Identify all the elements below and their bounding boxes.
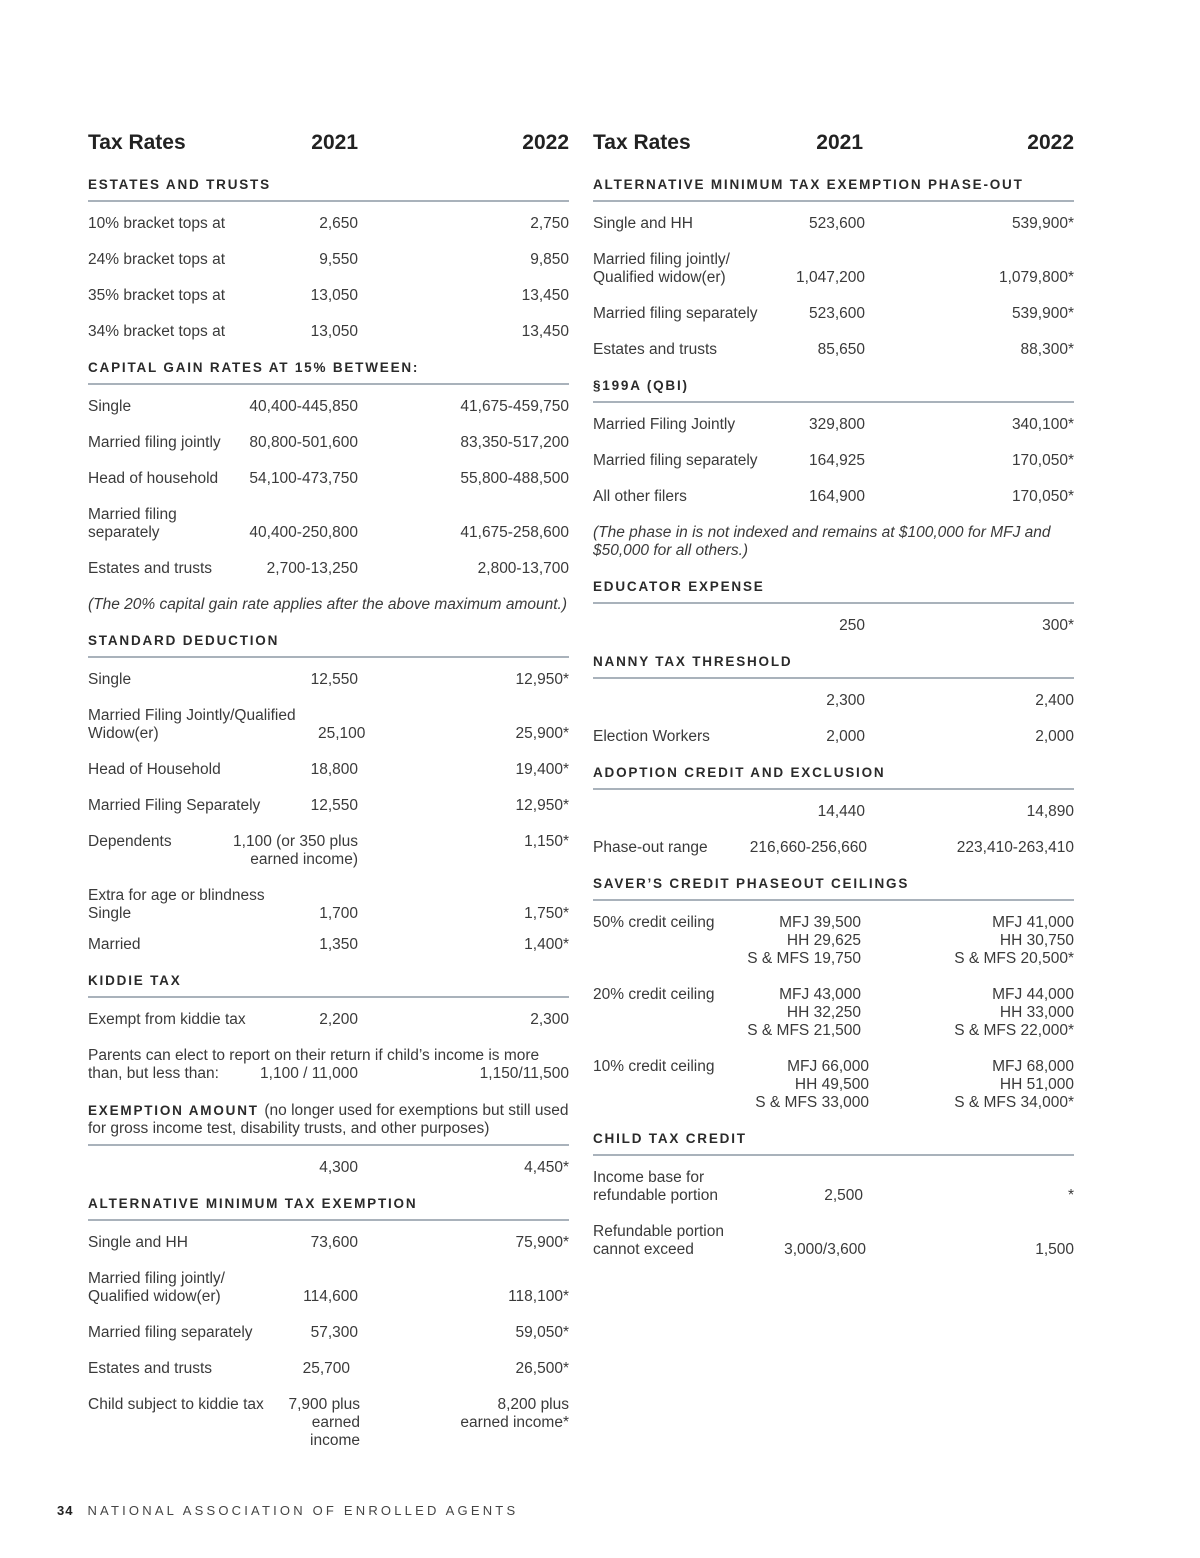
table-row bbox=[593, 981, 1074, 1053]
table-row bbox=[88, 882, 569, 936]
value-2021: MFJ 66,000 HH 49,500 S & MFS 33,000 bbox=[755, 1058, 869, 1111]
value-2022: 26,500* bbox=[515, 1360, 569, 1377]
table-row bbox=[593, 447, 1074, 483]
value-2021: 2,000 bbox=[826, 728, 865, 745]
value-2021: 12,550 bbox=[310, 671, 358, 688]
row-label: Exempt from kiddie tax bbox=[88, 1011, 246, 1028]
row-label: Extra for age or blindness Single bbox=[88, 887, 265, 922]
table-row bbox=[88, 1006, 569, 1042]
table-row bbox=[593, 687, 1074, 723]
table-row bbox=[88, 210, 569, 246]
row-label: Married filing separately bbox=[88, 506, 177, 541]
table-row bbox=[593, 483, 1074, 519]
value-2021: 54,100-473,750 bbox=[249, 470, 358, 487]
table-row bbox=[88, 1265, 569, 1319]
value-2021: 25,100 bbox=[318, 725, 366, 742]
value-2022: 59,050* bbox=[515, 1324, 569, 1341]
header-label: Tax Rates bbox=[88, 131, 186, 154]
value-2022: 1,150* bbox=[524, 833, 569, 850]
row-label: Married Filing Jointly bbox=[593, 416, 736, 433]
column-header bbox=[88, 131, 569, 161]
value-2022: 12,950* bbox=[515, 671, 569, 688]
value-2021: 9,550 bbox=[319, 251, 358, 268]
value-2021: 7,900 plus earned income bbox=[288, 1396, 360, 1449]
row-label: Single and HH bbox=[593, 215, 693, 232]
value-2021: 73,600 bbox=[310, 1234, 358, 1251]
row-label: Estates and trusts bbox=[88, 1360, 213, 1377]
table-row bbox=[88, 1154, 569, 1190]
table-row bbox=[88, 1229, 569, 1265]
row-label: Election Workers bbox=[593, 728, 710, 745]
value-2022: 4,450* bbox=[524, 1159, 569, 1176]
table-row bbox=[593, 798, 1074, 834]
value-2022: 1,400* bbox=[524, 936, 569, 953]
header-year-2022: 2022 bbox=[522, 131, 569, 154]
section-title-savers-credit: SAVER’S CREDIT PHASEOUT CEILINGS bbox=[593, 870, 1074, 901]
table-row bbox=[88, 429, 569, 465]
table-row bbox=[593, 1053, 1074, 1125]
table-row bbox=[88, 1391, 569, 1463]
table-row bbox=[88, 282, 569, 318]
row-label: Married bbox=[88, 936, 141, 953]
table-row bbox=[593, 1218, 1074, 1272]
value-2022: 13,450 bbox=[521, 323, 569, 340]
value-2021: MFJ 39,500 HH 29,625 S & MFS 19,750 bbox=[747, 914, 861, 967]
table-row bbox=[88, 318, 569, 354]
page-footer bbox=[57, 1503, 518, 1518]
value-2021: 40,400-250,800 bbox=[249, 524, 358, 541]
value-2021: 14,440 bbox=[817, 803, 865, 820]
value-2022: 170,050* bbox=[1011, 452, 1074, 469]
value-2021: 1,047,200 bbox=[796, 269, 865, 286]
row-label: Income base for refundable portion bbox=[593, 1169, 718, 1204]
value-2021: 80,800-501,600 bbox=[249, 434, 358, 451]
value-2022: 223,410-263,410 bbox=[956, 839, 1074, 856]
kiddie-tax-election-note bbox=[88, 1042, 569, 1096]
row-label: 20% credit ceiling bbox=[593, 986, 715, 1003]
row-label: Head of Household bbox=[88, 761, 221, 778]
value-2022: 19,400* bbox=[515, 761, 569, 778]
table-row bbox=[593, 834, 1074, 870]
value-2022: 539,900* bbox=[1011, 215, 1074, 232]
capital-gain-note: (The 20% capital gain rate applies after the above maximum amount.) bbox=[88, 596, 568, 613]
table-row bbox=[88, 393, 569, 429]
table-row bbox=[88, 555, 569, 591]
row-label: Single bbox=[88, 671, 132, 688]
value-2022: 14,890 bbox=[1026, 803, 1074, 820]
value-2021: MFJ 43,000 HH 32,250 S & MFS 21,500 bbox=[747, 986, 861, 1039]
row-label: Estates and trusts bbox=[593, 341, 718, 358]
value-2022: 2,400 bbox=[1035, 692, 1074, 709]
table-row bbox=[593, 909, 1074, 981]
page-number: 34 bbox=[57, 1503, 74, 1518]
value-2022: 1,079,800* bbox=[999, 269, 1074, 286]
section-title-child-tax-credit: CHILD TAX CREDIT bbox=[593, 1125, 1074, 1156]
row-label: 34% bracket tops at bbox=[88, 323, 225, 340]
value-2021: 2,650 bbox=[319, 215, 358, 232]
row-label: Married filing separately bbox=[593, 305, 758, 322]
row-label: Married Filing Separately bbox=[88, 797, 261, 814]
value-2022: 170,050* bbox=[1011, 488, 1074, 505]
header-year-2021: 2021 bbox=[311, 131, 358, 154]
value-2022: 1,500 bbox=[1035, 1241, 1074, 1258]
row-label: Child subject to kiddie tax bbox=[88, 1396, 264, 1413]
value-2021: 164,925 bbox=[808, 452, 865, 469]
value-2022: 13,450 bbox=[521, 287, 569, 304]
header-year-2021: 2021 bbox=[816, 131, 863, 154]
table-row bbox=[593, 336, 1074, 372]
value-2022: MFJ 41,000 HH 30,750 S & MFS 20,500* bbox=[954, 914, 1074, 967]
footer-org-name: NATIONAL ASSOCIATION OF ENROLLED AGENTS bbox=[87, 1503, 519, 1518]
exemption-title-note: (no longer used for exemptions but still used for gross income test, disability trusts, and other purposes) bbox=[88, 1102, 569, 1137]
section-title-amt-exemption: ALTERNATIVE MINIMUM TAX EXEMPTION bbox=[88, 1190, 569, 1221]
value-2022: MFJ 68,000 HH 51,000 S & MFS 34,000* bbox=[954, 1058, 1074, 1111]
value-2022: 55,800-488,500 bbox=[460, 470, 569, 487]
section-title-nanny-tax: NANNY TAX THRESHOLD bbox=[593, 648, 1074, 679]
value-2021: 1,100 (or 350 plus earned income) bbox=[233, 833, 358, 868]
row-label: Refundable portion cannot exceed bbox=[593, 1223, 724, 1258]
section-title-adoption-credit: ADOPTION CREDIT AND EXCLUSION bbox=[593, 759, 1074, 790]
value-2022: 8,200 plus earned income* bbox=[460, 1396, 569, 1431]
value-2022: 1,750* bbox=[524, 905, 569, 922]
section-title-standard-deduction: STANDARD DEDUCTION bbox=[88, 627, 569, 658]
table-row bbox=[88, 936, 569, 967]
value-2021: 1,350 bbox=[319, 936, 358, 953]
table-row bbox=[593, 411, 1074, 447]
value-2022: 9,850 bbox=[530, 251, 569, 268]
section-title-qbi: §199A (QBI) bbox=[593, 372, 1074, 403]
row-label: Head of household bbox=[88, 470, 219, 487]
header-label: Tax Rates bbox=[593, 131, 691, 154]
value-2021: 13,050 bbox=[310, 323, 358, 340]
value-2021: 216,660-256,660 bbox=[749, 839, 867, 856]
exemption-title: EXEMPTION AMOUNT bbox=[88, 1103, 259, 1118]
value-2021: 1,100 / 11,000 bbox=[260, 1065, 358, 1082]
row-label: Single and HH bbox=[88, 1234, 188, 1251]
row-label: Single bbox=[88, 398, 132, 415]
row-label: 10% bracket tops at bbox=[88, 215, 225, 232]
row-label: Married filing jointly/ Qualified widow(er) bbox=[593, 251, 730, 286]
value-2022: * bbox=[1067, 1187, 1074, 1204]
table-row bbox=[88, 666, 569, 702]
section-title-kiddie-tax: KIDDIE TAX bbox=[88, 967, 569, 998]
section-title-educator-expense: EDUCATOR EXPENSE bbox=[593, 573, 1074, 604]
value-2022: 88,300* bbox=[1020, 341, 1074, 358]
row-label: Married filing jointly bbox=[88, 434, 221, 451]
value-2021: 2,300 bbox=[826, 692, 865, 709]
value-2022: 25,900* bbox=[515, 725, 569, 742]
table-row bbox=[88, 756, 569, 792]
table-row bbox=[88, 246, 569, 282]
value-2022: 340,100* bbox=[1011, 416, 1074, 433]
value-2021: 2,700-13,250 bbox=[266, 560, 358, 577]
value-2021: 523,600 bbox=[808, 215, 865, 232]
value-2022: 1,150/11,500 bbox=[479, 1065, 569, 1082]
table-row bbox=[593, 246, 1074, 300]
table-row bbox=[88, 792, 569, 828]
value-2021: 2,500 bbox=[824, 1187, 863, 1204]
table-row bbox=[88, 1319, 569, 1355]
value-2021: 85,650 bbox=[817, 341, 865, 358]
table-row bbox=[593, 612, 1074, 648]
value-2021: 114,600 bbox=[303, 1288, 358, 1305]
value-2022: 539,900* bbox=[1011, 305, 1074, 322]
row-label: Dependents bbox=[88, 833, 172, 850]
row-label: Married filing jointly/ Qualified widow(er) bbox=[88, 1270, 225, 1305]
value-2021: 3,000/3,600 bbox=[784, 1241, 866, 1258]
value-2022: 83,350-517,200 bbox=[460, 434, 569, 451]
value-2021: 164,900 bbox=[808, 488, 865, 505]
value-2021: 250 bbox=[839, 617, 865, 634]
column-header bbox=[593, 131, 1074, 161]
table-row bbox=[88, 465, 569, 501]
value-2021: 13,050 bbox=[310, 287, 358, 304]
row-label: 10% credit ceiling bbox=[593, 1058, 715, 1075]
kiddie-note-line1: Parents can elect to report on their return if child’s income is more bbox=[88, 1047, 540, 1064]
value-2021: 12,550 bbox=[310, 797, 358, 814]
value-2022: MFJ 44,000 HH 33,000 S & MFS 22,000* bbox=[954, 986, 1074, 1039]
table-row bbox=[88, 828, 569, 882]
section-title-capital-gain: CAPITAL GAIN RATES AT 15% BETWEEN: bbox=[88, 354, 569, 385]
value-2021: 329,800 bbox=[808, 416, 865, 433]
value-2021: 18,800 bbox=[310, 761, 358, 778]
value-2021: 4,300 bbox=[319, 1159, 358, 1176]
section-title-exemption-amount bbox=[88, 1096, 569, 1146]
row-label: 24% bracket tops at bbox=[88, 251, 225, 268]
header-year-2022: 2022 bbox=[1027, 131, 1074, 154]
left-column bbox=[88, 131, 569, 1463]
qbi-note: (The phase in is not indexed and remains at $100,000 for MFJ and $50,000 for all others.) bbox=[593, 524, 1051, 559]
value-2021: 57,300 bbox=[310, 1324, 358, 1341]
table-row bbox=[88, 1355, 569, 1391]
table-row bbox=[593, 300, 1074, 336]
value-2021: 523,600 bbox=[808, 305, 865, 322]
row-label: Married filing separately bbox=[88, 1324, 253, 1341]
table-row bbox=[593, 210, 1074, 246]
value-2022: 2,750 bbox=[530, 215, 569, 232]
value-2022: 118,100* bbox=[508, 1288, 569, 1305]
row-label: Phase-out range bbox=[593, 839, 708, 856]
value-2022: 2,800-13,700 bbox=[477, 560, 569, 577]
value-2022: 12,950* bbox=[515, 797, 569, 814]
value-2021: 1,700 bbox=[319, 905, 358, 922]
value-2021: 25,700 bbox=[302, 1360, 350, 1377]
table-row bbox=[88, 501, 569, 555]
row-label: Married filing separately bbox=[593, 452, 758, 469]
value-2021: 40,400-445,850 bbox=[249, 398, 358, 415]
row-label: 35% bracket tops at bbox=[88, 287, 225, 304]
value-2022: 2,300 bbox=[530, 1011, 569, 1028]
value-2022: 300* bbox=[1042, 617, 1074, 634]
table-row bbox=[593, 1164, 1074, 1218]
kiddie-note-label: than, but less than: bbox=[88, 1065, 219, 1082]
value-2022: 41,675-258,600 bbox=[460, 524, 569, 541]
value-2022: 2,000 bbox=[1035, 728, 1074, 745]
table-row bbox=[88, 702, 569, 756]
right-column bbox=[593, 131, 1074, 1272]
kiddie-note-line2 bbox=[88, 1065, 569, 1083]
value-2021: 2,200 bbox=[319, 1011, 358, 1028]
row-label: Estates and trusts bbox=[88, 560, 213, 577]
value-2022: 75,900* bbox=[515, 1234, 569, 1251]
section-title-estates: ESTATES AND TRUSTS bbox=[88, 171, 569, 202]
row-label: 50% credit ceiling bbox=[593, 914, 715, 931]
section-title-amt-phase-out: ALTERNATIVE MINIMUM TAX EXEMPTION PHASE-OUT bbox=[593, 171, 1074, 202]
row-label: All other filers bbox=[593, 488, 687, 505]
value-2022: 41,675-459,750 bbox=[460, 398, 569, 415]
row-label: Married Filing Jointly/Qualified Widow(er) bbox=[88, 707, 296, 742]
table-row bbox=[593, 723, 1074, 759]
